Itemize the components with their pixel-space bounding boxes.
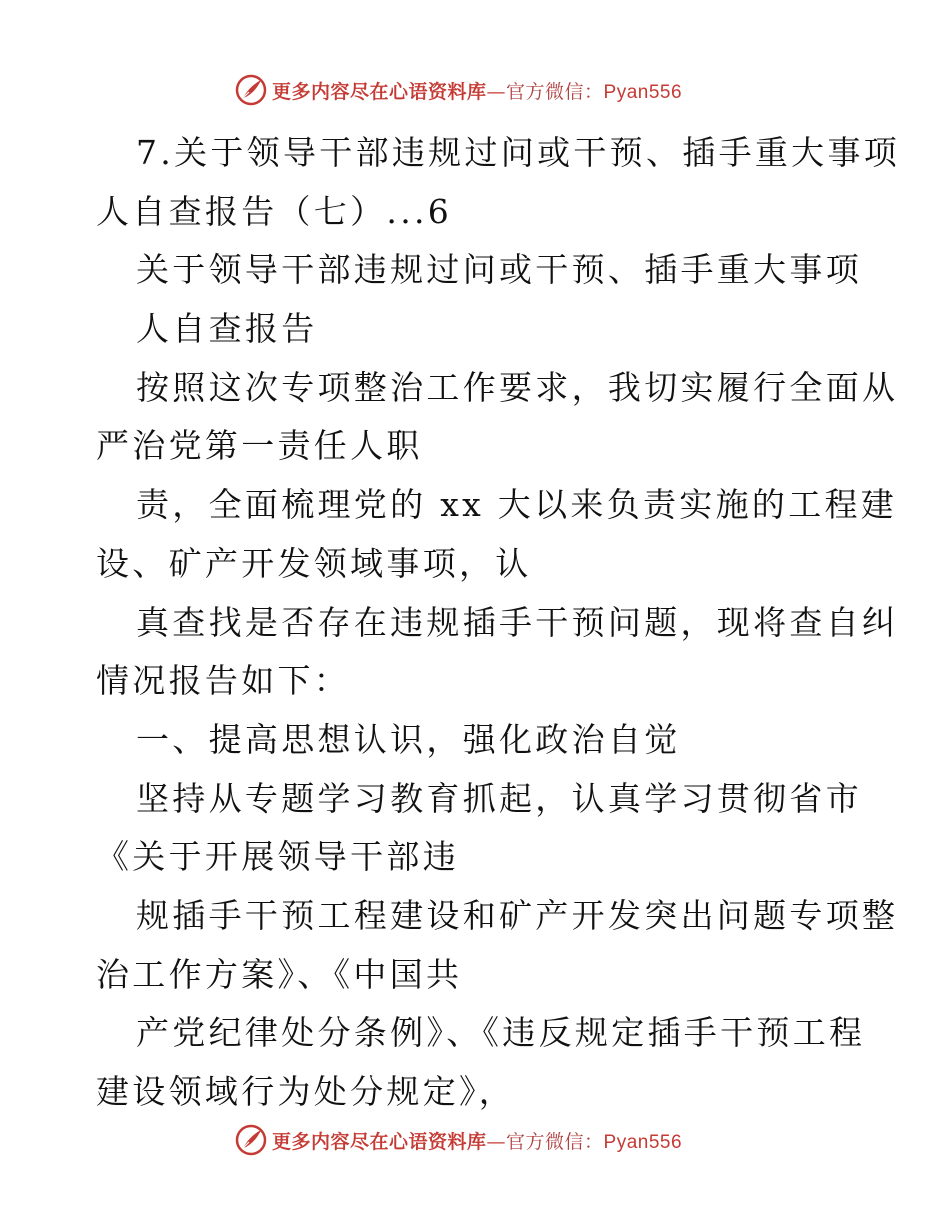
watermark-text	[272, 1127, 682, 1154]
body-line: 治工作方案》、《中国共	[96, 954, 463, 994]
watermark-site-name: 更多内容尽在心语资料库	[272, 1130, 487, 1153]
body-line: 严治党第一责任人职	[96, 426, 423, 466]
body-line: 规插手干预工程建设和矿产开发突出问题专项整	[136, 895, 899, 935]
body-line: 责，全面梳理党的 xx 大以来负责实施的工程建	[136, 485, 898, 525]
body-line: 产党纪律处分条例》、《违反规定插手干预工程	[136, 1013, 866, 1053]
body-line: 设、矿产开发领域事项，认	[96, 543, 532, 583]
watermark-wechat-label: 官方微信：	[506, 80, 604, 103]
body-line: 按照这次专项整治工作要求，我切实履行全面从	[136, 367, 899, 407]
body-line: 真查找是否存在违规插手干预问题，现将查自纠	[136, 602, 899, 642]
body-line: 人自查报告（七）...6	[96, 191, 453, 231]
watermark-site-name: 更多内容尽在心语资料库	[272, 80, 487, 103]
footer-watermark	[234, 1122, 682, 1158]
watermark-wechat-id: Pyan556	[603, 1131, 683, 1153]
body-line: 《关于开展领导干部违	[96, 837, 459, 877]
body-line: 情况报告如下：	[96, 661, 351, 701]
watermark-wechat-id: Pyan556	[603, 81, 683, 103]
watermark-text	[272, 77, 682, 104]
watermark-dash: —	[486, 1130, 507, 1153]
document-body	[96, 124, 901, 1122]
watermark-wechat-label: 官方微信：	[506, 1130, 604, 1153]
feather-pen-logo-icon	[234, 73, 268, 107]
section-title: 关于领导干部违规过问或干预、插手重大事项	[136, 250, 862, 290]
body-line: 7.关于领导干部违规过问或干预、插手重大事项	[136, 133, 901, 172]
section-title: 人自查报告	[136, 309, 318, 349]
header-watermark	[234, 72, 682, 108]
body-line: 建设领域行为处分规定》，	[96, 1072, 516, 1111]
feather-pen-logo-icon	[234, 1123, 268, 1157]
body-line: 坚持从专题学习教育抓起，认真学习贯彻省市	[136, 778, 862, 818]
section-heading: 一、提高思想认识，强化政治自觉	[136, 719, 681, 759]
watermark-dash: —	[486, 80, 507, 103]
